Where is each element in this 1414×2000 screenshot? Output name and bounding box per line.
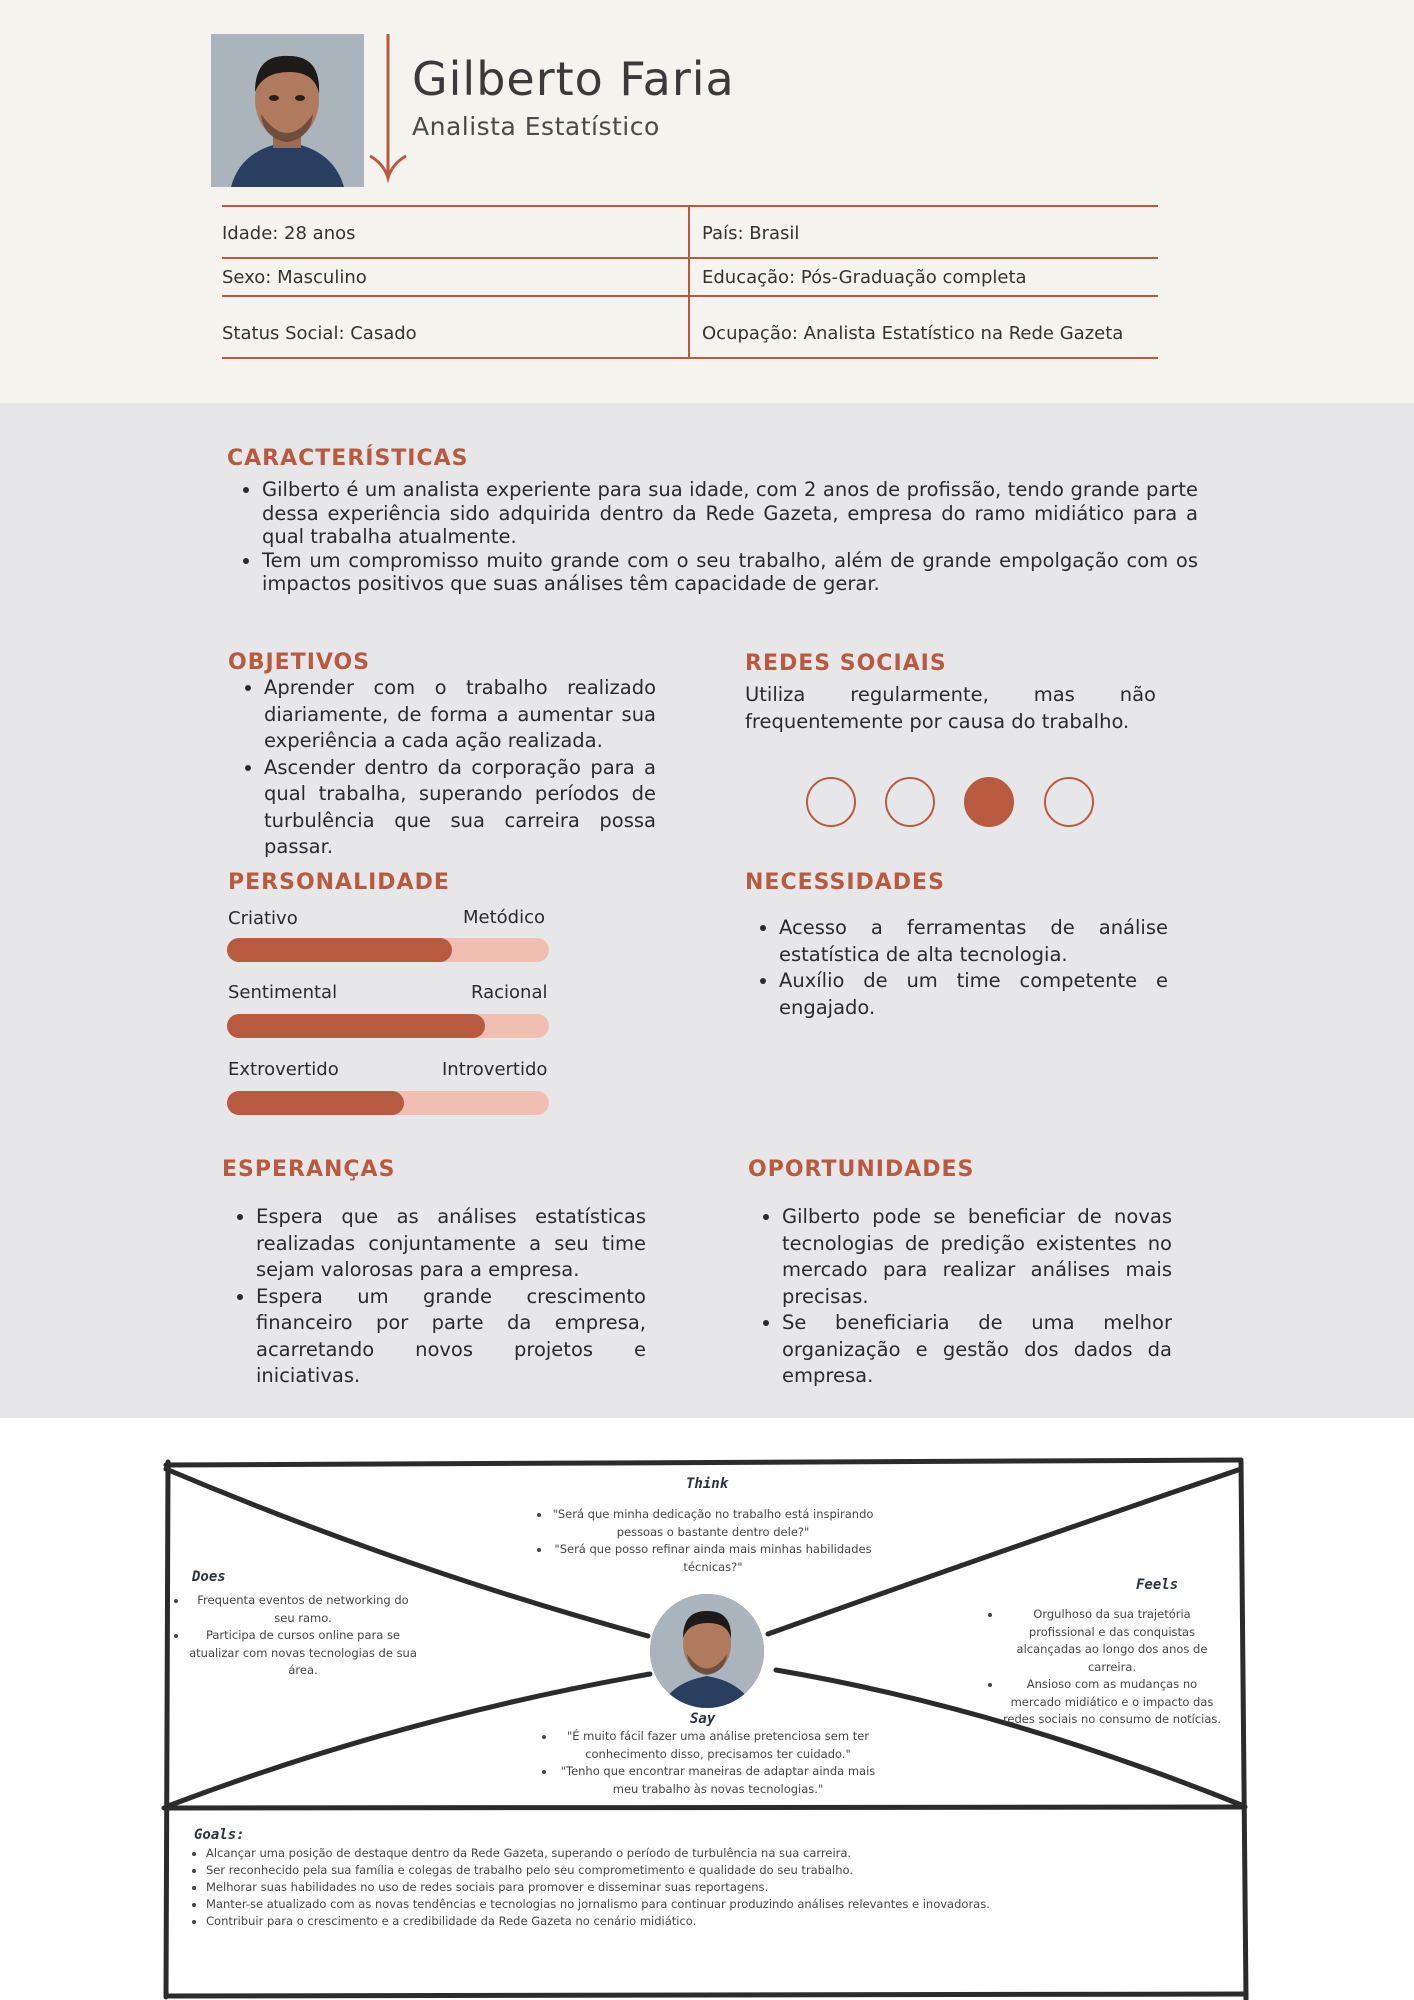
think-title: Think (686, 1476, 729, 1492)
say-list (540, 1728, 880, 1798)
trait-left-label: Sentimental (228, 982, 338, 1003)
list-item: • Auxílio de um time competente e engajado. (779, 968, 1168, 1021)
list-item: • Aprender com o trabalho realizado diariamente, de forma a aumentar sua experiência a cada ação realizada. (264, 675, 656, 755)
necessidades-list (745, 915, 1168, 1021)
list-item: • Tem um compromisso muito grande com o seu trabalho, além de grande empolgação com os impactos positivos que suas análises têm capacidade de gerar. (262, 549, 1198, 596)
objetivos-title: OBJETIVOS (228, 650, 371, 675)
info-status: Status Social: Casado (222, 323, 417, 344)
trait-slider-fill (227, 938, 452, 962)
arrow-down-icon (366, 32, 410, 184)
info-sex: Sexo: Masculino (222, 267, 367, 288)
redes-sociais-text: Utiliza regularmente, mas não frequentemente por causa do trabalho. (745, 683, 1156, 733)
goals-list (190, 1845, 1230, 1930)
table-divider (222, 295, 1158, 297)
list-item: • "Será que minha dedicação no trabalho está inspirando pessoas o bastante dentro dele?" (551, 1506, 875, 1541)
list-item: • Gilberto é um analista experiente para sua idade, com 2 anos de profissão, tendo grande parte dessa experiência sido adquirida dentro da Rede Gazeta, empresa do ramo midiático para a qual trabalha atualmente. (262, 478, 1198, 549)
trait-slider-track (227, 938, 549, 962)
oportunidades-title: OPORTUNIDADES (748, 1157, 975, 1182)
list-item: • "É muito fácil fazer uma análise pretenciosa sem ter conhecimento disso, precisamos ter cuidado." (556, 1728, 880, 1763)
list-item: • Ser reconhecido pela sua família e colegas de trabalho pelo seu comprometimento e qualidade do seu trabalho. (206, 1862, 1230, 1879)
info-education: Educação: Pós-Graduação completa (702, 267, 1027, 288)
rating-dot-1 (806, 777, 856, 827)
caracteristicas-list (228, 478, 1198, 596)
list-item: • Orgulhoso da sua trajetória profissional e das conquistas alcançadas ao longo dos anos de carreira. (1002, 1606, 1222, 1676)
trait-slider-track (227, 1091, 549, 1115)
list-item: • Espera que as análises estatísticas realizadas conjuntamente a seu time sejam valorosas para a empresa. (256, 1204, 646, 1284)
info-country: País: Brasil (702, 223, 800, 244)
table-divider (222, 205, 1158, 207)
list-item: • Alcançar uma posição de destaque dentro da Rede Gazeta, superando o período de turbulência na sua carreira. (206, 1845, 1230, 1862)
info-age: Idade: 28 anos (222, 223, 356, 244)
list-item: • Ascender dentro da corporação para a qual trabalha, superando períodos de turbulência que sua carreira possa passar. (264, 755, 656, 861)
list-item: • Frequenta eventos de networking do seu ramo. (188, 1592, 418, 1627)
info-occupation: Ocupação: Analista Estatístico na Rede Gazeta (702, 323, 1124, 344)
say-title: Say (690, 1711, 716, 1727)
trait-slider-fill (227, 1014, 485, 1038)
trait-right-label: Introvertido (442, 1059, 548, 1080)
table-column-divider (688, 206, 690, 358)
person-portrait-icon (211, 34, 364, 187)
person-portrait-icon (650, 1594, 764, 1708)
list-item: • Gilberto pode se beneficiar de novas tecnologias de predição existentes no mercado para realizar análises mais precisas. (782, 1204, 1172, 1310)
rating-dot-2 (885, 777, 935, 827)
trait-left-label: Extrovertido (228, 1059, 339, 1080)
persona-role: Analista Estatístico (412, 112, 660, 141)
rating-dot-3 (964, 777, 1014, 827)
list-item: • Espera um grande crescimento financeiro por parte da empresa, acarretando novos projetos e iniciativas. (256, 1284, 646, 1390)
think-list (535, 1506, 875, 1576)
oportunidades-list (748, 1204, 1172, 1390)
trait-left-label: Criativo (228, 908, 298, 929)
list-item: • Acesso a ferramentas de análise estatística de alta tecnologia. (779, 915, 1168, 968)
list-item: • "Será que posso refinar ainda mais minhas habilidades técnicas?" (551, 1541, 875, 1576)
personalidade-title: PERSONALIDADE (228, 870, 450, 895)
trait-right-label: Racional (471, 982, 548, 1003)
necessidades-title: NECESSIDADES (745, 870, 945, 895)
list-item: • Melhorar suas habilidades no uso de redes sociais para promover e disseminar suas reportagens. (206, 1879, 1230, 1896)
list-item: • Contribuir para o crescimento e a credibilidade da Rede Gazeta no cenário midiático. (206, 1913, 1230, 1930)
feels-title: Feels (1136, 1577, 1179, 1593)
list-item: • Ansioso com as mudanças no mercado midiático e o impacto das redes sociais no consumo de notícias. (1002, 1676, 1222, 1729)
trait-right-label: Metódico (463, 907, 546, 928)
esperancas-list (222, 1204, 646, 1390)
trait-slider-track (227, 1014, 549, 1038)
trait-slider-fill (227, 1091, 404, 1115)
esperancas-title: ESPERANÇAS (222, 1157, 396, 1182)
list-item: • Se beneficiaria de uma melhor organização e gestão dos dados da empresa. (782, 1310, 1172, 1390)
persona-name: Gilberto Faria (412, 52, 735, 106)
table-divider (222, 257, 1158, 259)
list-item: • "Tenho que encontrar maneiras de adaptar ainda mais meu trabalho às novas tecnologias." (556, 1763, 880, 1798)
list-item: • Participa de cursos online para se atualizar com novas tecnologias de sua área. (188, 1627, 418, 1680)
rating-dot-4 (1044, 777, 1094, 827)
caracteristicas-title: CARACTERÍSTICAS (227, 446, 469, 471)
list-item: • Manter-se atualizado com as novas tendências e tecnologias no jornalismo para continuar produzindo análises relevantes e inovadoras. (206, 1896, 1230, 1913)
avatar (650, 1594, 764, 1708)
table-divider (222, 357, 1158, 359)
profile-photo (211, 34, 364, 187)
redes-sociais-title: REDES SOCIAIS (745, 651, 947, 676)
objetivos-list (230, 675, 656, 861)
feels-list (986, 1606, 1222, 1729)
does-title: Does (192, 1569, 226, 1585)
does-list (172, 1592, 418, 1680)
goals-title: Goals: (194, 1827, 245, 1843)
